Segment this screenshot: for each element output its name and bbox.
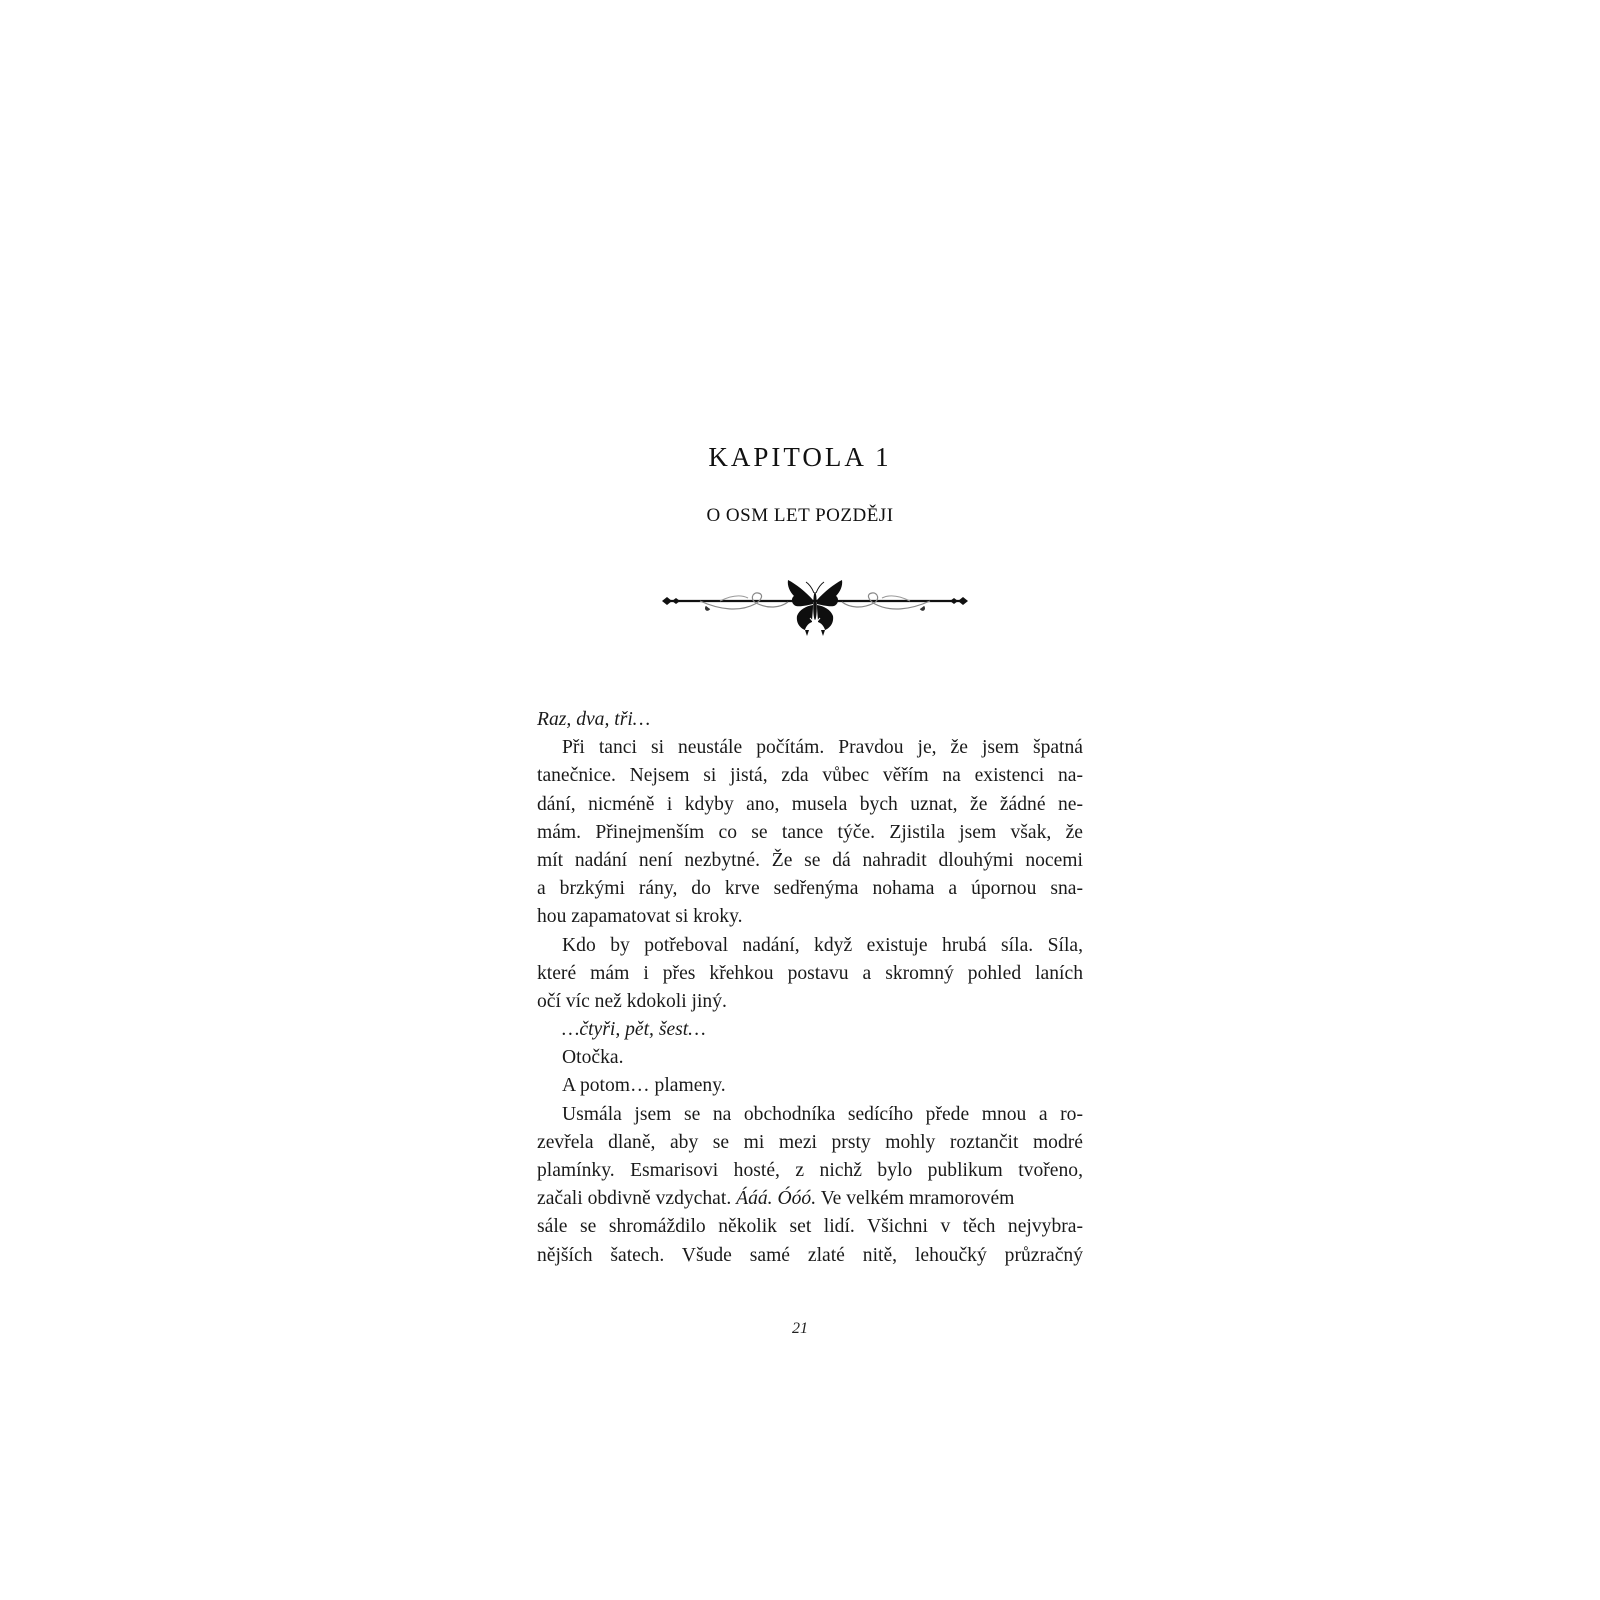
text-line: Usmála jsem se na obchodníka sedícího přede mnou a ro- — [562, 1103, 1083, 1125]
text-segment-italic: Ááá. Óóó. — [736, 1188, 817, 1210]
chapter-body — [537, 706, 1083, 1270]
text-line: Otočka. — [562, 1047, 624, 1069]
text-line: sále se shromáždilo několik set lidí. Všichni v těch nejvybra- — [537, 1216, 1083, 1238]
text-line: mám. Přinejmenším co se tance týče. Zjistila jsem však, že — [537, 821, 1083, 843]
text-line-mixed — [537, 1185, 1083, 1213]
text-line: a brzkými rány, do krve sedřenýma nohama a úpornou sna- — [537, 878, 1083, 900]
text-line: tanečnice. Nejsem si jistá, zda vůbec věřím na existenci na- — [537, 765, 1083, 787]
text-line: očí víc než kdokoli jiný. — [537, 990, 727, 1012]
text-line: Raz, dva, tři… — [537, 709, 651, 730]
text-line: Při tanci si neustále počítám. Pravdou je, že jsem špatná — [562, 737, 1083, 759]
text-line: …čtyři, pět, šest… — [562, 1019, 706, 1041]
text-line: mít nadání není nezbytné. Že se dá nahradit dlouhými nocemi — [537, 849, 1083, 871]
text-line: A potom… plameny. — [562, 1075, 726, 1097]
page-number: 21 — [792, 1320, 808, 1337]
chapter-title: KAPITOLA 1 — [708, 442, 892, 472]
text-line: které mám i přes křehkou postavu a skromný pohled laních — [537, 962, 1083, 984]
butterfly-divider-icon — [660, 578, 970, 648]
text-line: nějších šatech. Všude samé zlaté nitě, lehoučký průzračný — [537, 1244, 1083, 1266]
text-line: zevřela dlaně, aby se mi mezi prsty mohly roztančit modré — [537, 1131, 1083, 1153]
text-line: hou zapamatovat si kroky. — [537, 906, 743, 928]
text-line: plamínky. Esmarisovi hosté, z nichž bylo publikum tvořeno, — [537, 1160, 1083, 1181]
text-line: Kdo by potřeboval nadání, když existuje hrubá síla. Síla, — [562, 934, 1083, 956]
text-line: dání, nicméně i kdyby ano, musela bych uznat, že žádné ne- — [537, 793, 1083, 815]
chapter-subtitle: O OSM LET POZDĚJI — [706, 505, 894, 526]
text-segment: Ve velkém mramorovém — [820, 1188, 1015, 1210]
text-segment: začali obdivně vzdychat. — [537, 1188, 732, 1210]
